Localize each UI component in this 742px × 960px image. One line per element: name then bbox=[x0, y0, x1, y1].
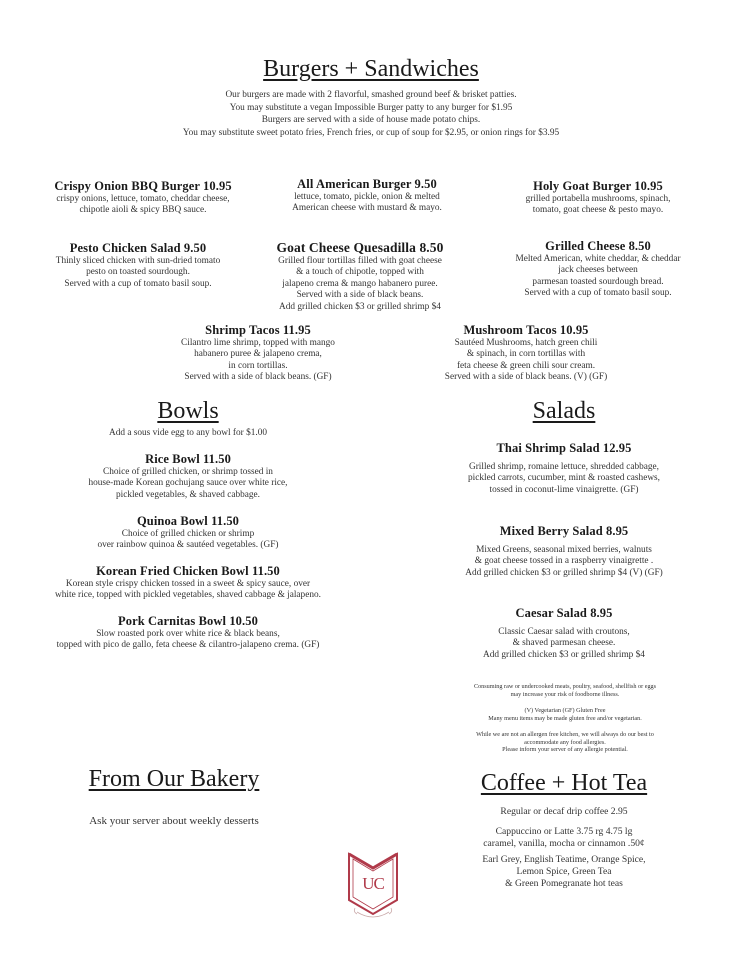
food-safety-notice: Consuming raw or undercooked meats, poultry, seafood, shellfish or eggs may increase your risk of foodborne illness. bbox=[473, 683, 657, 698]
menu-item-pork-carnitas-bowl bbox=[57, 614, 320, 652]
item-title: Rice Bowl 11.50 bbox=[145, 452, 231, 466]
menu-item-mixed-berry-salad bbox=[465, 524, 663, 579]
item-description: Cilantro lime shrimp, topped with mango habanero puree & jalapeno crema, in corn tortillas. Served with a side of black beans. (GF) bbox=[181, 338, 335, 383]
item-description: Korean style crispy chicken tossed in a sweet & spicy sauce, over white rice, topped with pickled vegetables, shaved cabbage & jalapeno. bbox=[55, 579, 321, 601]
item-title: All American Burger 9.50 bbox=[297, 177, 437, 191]
item-title: Shrimp Tacos 11.95 bbox=[205, 323, 311, 337]
item-description: lettuce, tomato, pickle, onion & melted American cheese with mustard & mayo. bbox=[292, 192, 442, 214]
item-title: Korean Fried Chicken Bowl 11.50 bbox=[96, 564, 280, 578]
hot-teas: Earl Grey, English Teatime, Orange Spice, Lemon Spice, Green Tea & Green Pomegranate hot teas bbox=[482, 854, 646, 889]
coffee-drip: Regular or decaf drip coffee 2.95 bbox=[500, 806, 628, 817]
uc-crest-logo bbox=[343, 850, 403, 920]
salads-section-title: Salads bbox=[532, 398, 596, 424]
menu-item-pesto-chicken-salad bbox=[56, 241, 220, 290]
coffee-section-title: Coffee + Hot Tea bbox=[480, 770, 648, 796]
item-title: Grilled Cheese 8.50 bbox=[545, 239, 651, 253]
menu-item-rice-bowl bbox=[88, 452, 287, 501]
item-description: Choice of grilled chicken, or shrimp tossed in house-made Korean gochujang sauce over white rice, pickled vegetables, & shaved cabbage. bbox=[88, 467, 288, 500]
item-title: Mushroom Tacos 10.95 bbox=[463, 323, 589, 337]
menu-item-korean-fried-chicken-bowl bbox=[55, 564, 321, 602]
item-title: Goat Cheese Quesadilla 8.50 bbox=[276, 240, 444, 255]
menu-item-mushroom-tacos bbox=[445, 323, 607, 384]
bowls-section-title: Bowls bbox=[157, 398, 219, 424]
item-description: Classic Caesar salad with croutons, & shaved parmesan cheese. Add grilled chicken $3 or grilled shrimp $4 bbox=[483, 627, 645, 660]
intro-line: You may substitute sweet potato fries, French fries, or cup of soup for $2.95, or onion rings for $3.95 bbox=[182, 127, 560, 138]
item-title: Quinoa Bowl 11.50 bbox=[136, 514, 240, 528]
item-description: grilled portabella mushrooms, spinach, tomato, goat cheese & pesto mayo. bbox=[525, 194, 671, 216]
menu-item-thai-shrimp-salad bbox=[468, 441, 660, 496]
menu-item-goat-cheese-quesadilla bbox=[277, 240, 444, 313]
item-description: Sautéed Mushrooms, hatch green chili & spinach, in corn tortillas with feta cheese & green chili sour cream. Served with a side of black beans. (V) (GF) bbox=[444, 338, 608, 383]
item-title: Pork Carnitas Bowl 10.50 bbox=[118, 614, 258, 628]
item-description: Thinly sliced chicken with sun-dried tomato pesto on toasted sourdough. Served with a cup of tomato basil soup. bbox=[55, 256, 221, 289]
item-description: Slow roasted pork over white rice & black beans, topped with pico de gallo, feta cheese & cilantro-jalapeno crema. (GF) bbox=[56, 629, 320, 651]
item-title: Mixed Berry Salad 8.95 bbox=[499, 524, 629, 538]
logo-letters: UC bbox=[362, 874, 384, 893]
bakery-section-title: From Our Bakery bbox=[88, 766, 260, 792]
intro-line: Burgers are served with a side of house made potato chips. bbox=[261, 115, 481, 126]
burgers-section-title: Burgers + Sandwiches bbox=[263, 56, 479, 82]
menu-item-holy-goat-burger bbox=[526, 179, 671, 217]
coffee-espresso: Cappuccino or Latte 3.75 rg 4.75 lg caramel, vanilla, mocha or cinnamon .50¢ bbox=[483, 826, 645, 849]
allergy-notice: While we are not an allergen free kitchen, we will always do our best to accommodate any food allergies. Please inform your server of any allergie potential. bbox=[476, 731, 654, 754]
menu-item-quinoa-bowl bbox=[98, 514, 279, 552]
item-description: Choice of grilled chicken or shrimp over rainbow quinoa & sautéed vegetables. (GF) bbox=[97, 529, 279, 551]
item-description: Grilled shrimp, romaine lettuce, shredded cabbage, pickled carrots, cucumber, mint & roasted cashews, tossed in coconut-lime vinaigrette. (GF) bbox=[468, 462, 660, 495]
menu-item-all-american-burger bbox=[292, 177, 442, 215]
item-title: Thai Shrimp Salad 12.95 bbox=[496, 441, 632, 455]
menu-item-shrimp-tacos bbox=[181, 323, 335, 384]
item-description: crispy onions, lettuce, tomato, cheddar cheese, chipotle aioli & spicy BBQ sauce. bbox=[56, 194, 230, 216]
bakery-text: Ask your server about weekly desserts bbox=[89, 815, 259, 827]
item-title: Holy Goat Burger 10.95 bbox=[533, 179, 663, 193]
intro-line: You may substitute a vegan Impossible Burger patty to any burger for $1.95 bbox=[229, 102, 513, 113]
dietary-legend: (V) Vegetarian (GF) Gluten Free Many menu items may be made gluten free and/or vegetarian. bbox=[488, 707, 642, 722]
bowls-intro: Add a sous vide egg to any bowl for $1.00 bbox=[108, 428, 268, 438]
intro-line: Our burgers are made with 2 flavorful, smashed ground beef & brisket patties. bbox=[225, 90, 517, 100]
burgers-intro bbox=[183, 89, 559, 139]
item-title: Pesto Chicken Salad 9.50 bbox=[69, 241, 207, 255]
menu-item-caesar-salad bbox=[483, 606, 645, 661]
item-title: Caesar Salad 8.95 bbox=[515, 606, 613, 620]
menu-item-crispy-onion-bbq-burger bbox=[54, 179, 231, 217]
item-description: Melted American, white cheddar, & cheddar jack cheeses between parmesan toasted sourdough bread. Served with a cup of tomato basil soup. bbox=[515, 254, 681, 299]
item-description: Mixed Greens, seasonal mixed berries, walnuts & goat cheese tossed in a raspberry vinaigrette . Add grilled chicken $3 or grilled shrimp $4 (V) (GF) bbox=[465, 545, 663, 578]
item-title: Crispy Onion BBQ Burger 10.95 bbox=[54, 179, 232, 193]
menu-item-grilled-cheese bbox=[515, 239, 680, 300]
item-description: Grilled flour tortillas filled with goat cheese & a touch of chipotle, topped with jalapeno crema & mango habanero puree. Served with a side of black beans. Add grilled chicken $3 or grilled shrimp $4 bbox=[278, 256, 442, 312]
